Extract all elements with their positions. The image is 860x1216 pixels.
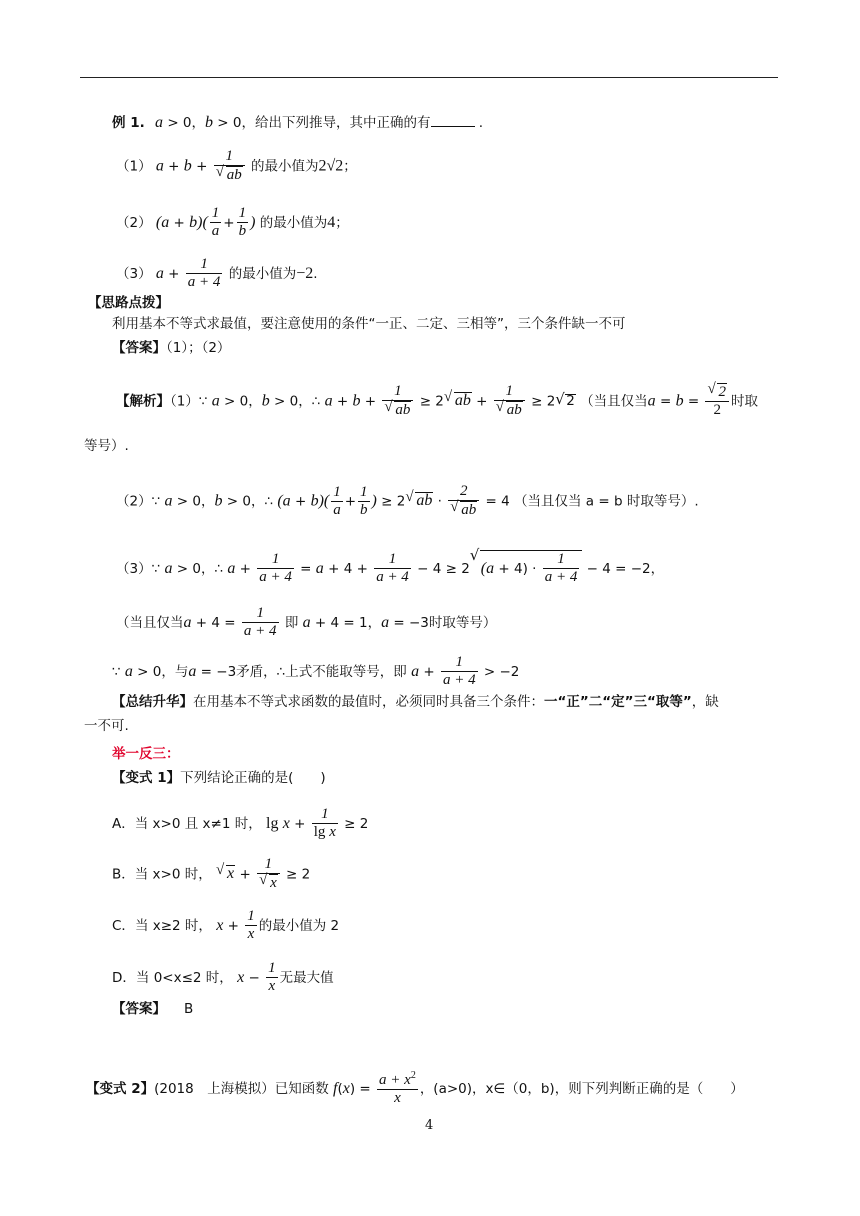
example-item-2: （2） (a + b)( $\frac{1}{a}$ + $\frac{1}{b}$ ) 的最小值为4； bbox=[116, 205, 349, 240]
summary-line: 【总结升华】在用基本不等式求函数的最值时，必须同时具备三个条件：一“正”二“定”三“取等”，缺 bbox=[112, 694, 719, 710]
option-b: B．当 x>0 时， √ x + 1 √ x ≥ 2 bbox=[112, 856, 310, 893]
example-label: 例 1. bbox=[112, 115, 145, 131]
analysis-line-3: （3）∵ a > 0，∴ a + $\frac{1}{a + 4}$ = a + 4 + $\frac{1}{a + 4}$ − 4 ≥ 2√ (a + 4) · $\frac{1}{a + 4}$ − 4 = −2， bbox=[116, 550, 664, 587]
analysis-line-4: ∵ a > 0，与a = −3矛盾，∴上式不能取等号，即 a + $\frac{1}{a + 4}$ > −2 bbox=[112, 654, 520, 689]
answer-blank bbox=[431, 112, 475, 127]
analysis-line-2: （2）∵ a > 0，b > 0，∴ (a + b)( $\frac{1}{a}$ + $\frac{1}{b}$ ) ≥ 2√ ab · 2 √ ab = 4 （当且仅当 a = b 时取等号）. bbox=[116, 483, 699, 520]
answer-1: 【答案】（1）；（2） bbox=[112, 340, 231, 356]
variant2-line: 【变式 2】(2018 上海模拟）已知函数 f(x) = $\frac{a + x^2}{x}$ ，(a>0)，x∈（0，b)，则下列判断正确的是（ ） bbox=[86, 1070, 744, 1107]
example-stem: 例 1. a > 0，b > 0，给出下列推导，其中正确的有 . bbox=[112, 114, 484, 131]
header-rule bbox=[80, 77, 778, 78]
option-c: C．当 x≥2 时， x + $\frac{1}{x}$ 的最小值为 2 bbox=[112, 908, 340, 943]
analysis-line-1-cont: 等号）. bbox=[84, 438, 129, 454]
analysis-line-1: 【解析】（1）∵ a > 0，b > 0，∴ a + b + 1 √ ab ≥ 2√ ab + 1 √ ab ≥ 2√ 2 （当且仅当a = b = √ $\frac{2}{2}$ 时取 bbox=[116, 383, 758, 420]
summary-cont: 一不可. bbox=[84, 718, 129, 734]
option-d: D．当 0<x≤2 时， x − $\frac{1}{x}$ 无最大值 bbox=[112, 960, 334, 995]
example-item-1: （1） a + b + 1 √ ab 的最小值为2√2； bbox=[116, 148, 357, 185]
answer-2: 【答案】 B bbox=[112, 1001, 194, 1017]
option-a: A．当 x>0 且 x≠1 时， lg x + $\frac{1}{\text{lg x}}$ ≥ 2 bbox=[112, 806, 369, 841]
drill-title: 举一反三： bbox=[112, 746, 180, 762]
analysis-line-3-note: （当且仅当a + 4 = $\frac{1}{a + 4}$ 即 a + 4 = 1，a = −3时取等号） bbox=[116, 605, 497, 640]
example-item-3: （3） a + $\frac{1}{a + 4}$ 的最小值为−2. bbox=[116, 256, 318, 291]
hint-label: 【思路点拨】 bbox=[88, 295, 169, 311]
variant1-stem: 【变式 1】下列结论正确的是( ) bbox=[112, 770, 326, 786]
page-number: 4 bbox=[425, 1118, 434, 1133]
hint-text: 利用基本不等式求最值，要注意使用的条件“一正、二定、三相等”，三个条件缺一不可 bbox=[112, 316, 626, 332]
